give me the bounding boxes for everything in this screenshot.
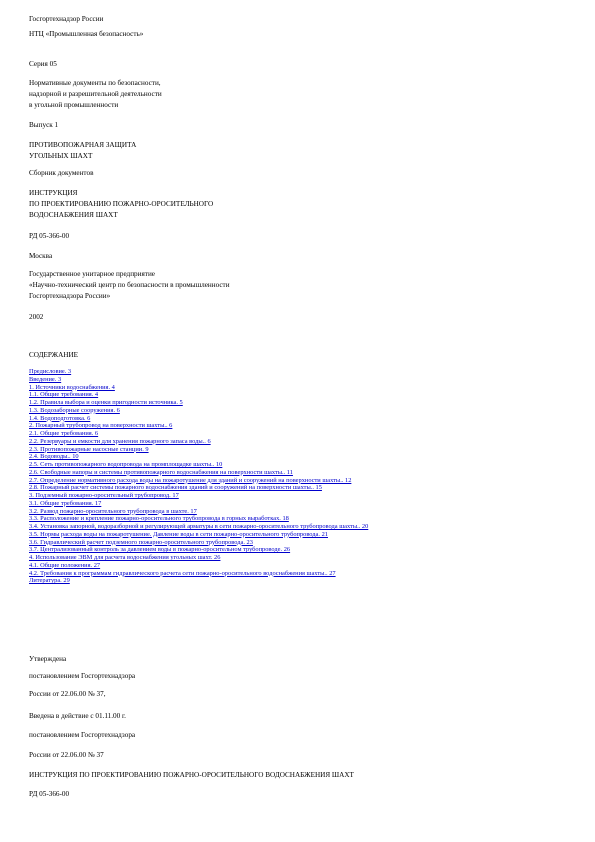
toc-link[interactable]: 2.8. Пожарный расчет системы пожарного водоснабжения зданий и сооружений на поверхности шахты.. 15: [29, 484, 322, 492]
toc-link[interactable]: 4.2. Требования к программам гидравлического расчета сети пожарно-оросительного водоснабжения шахты.. 27: [29, 569, 336, 577]
approved-label: Утверждена: [29, 655, 67, 663]
publication-year: 2002: [29, 313, 44, 321]
toc-link[interactable]: 2. Пожарный трубопровод на поверхности шахты.. 6: [29, 422, 173, 430]
toc-link[interactable]: Литература. 29: [29, 577, 70, 585]
toc-link[interactable]: 3.1. Общие требования. 17: [29, 499, 102, 507]
decree-line-2: постановлением Госгортехнадзора: [29, 731, 136, 739]
doc-code: РД 05-366-00: [29, 232, 70, 240]
toc-link[interactable]: 3.7. Централизованный контроль за давлением воды в пожарно-оросительном трубопроводе. 26: [29, 546, 291, 554]
toc-link[interactable]: 2.4. Водоводы.. 10: [29, 453, 79, 461]
decree-date-1: России от 22.06.00 № 37,: [29, 690, 106, 698]
toc-link[interactable]: 2.7. Определение нормативного расхода воды на пожаротушение для зданий и сооружений на поверхности шахты.. 12: [29, 476, 352, 484]
toc-link[interactable]: 2.5. Сеть противопожарного водопровода на промплощадке шахты.. 10: [29, 461, 223, 468]
org-line-2: НТЦ «Промышленная безопасность»: [29, 30, 144, 38]
toc-link[interactable]: 2.6. Свободные напоры и системы противопожарного водоснабжения на поверхности шахты.. 11: [29, 468, 293, 476]
instruction-title-repeat: ИНСТРУКЦИЯ ПО ПРОЕКТИРОВАНИЮ ПОЖАРНО-ОРОСИТЕЛЬНОГО ВОДОСНАБЖЕНИЯ ШАХТ: [29, 771, 354, 779]
toc-heading: СОДЕРЖАНИЕ: [29, 351, 79, 359]
toc-link[interactable]: 2.1. Общие требования. 6: [29, 430, 99, 437]
toc-link[interactable]: 2.3. Противопожарные насосные станции. 9: [29, 445, 149, 453]
collection-label: Сборник документов: [29, 169, 94, 177]
instruction-title-line-1: ИНСТРУКЦИЯ: [29, 189, 78, 197]
series-title-line-2: надзорной и разрешительной деятельности: [29, 90, 162, 98]
series-title-line-3: в угольной промышленности: [29, 101, 119, 109]
toc-link[interactable]: 3.4. Установка запорной, водоразборной и регулирующей арматуры в сети пожарно-оросительного трубопровода шахты.. 20: [29, 523, 369, 530]
publisher-line-3: Госгортехнадзора России»: [29, 292, 111, 300]
publisher-line-1: Государственное унитарное предприятие: [29, 270, 155, 278]
toc-link[interactable]: 4.1. Общие положения. 27: [29, 561, 101, 569]
doc-code-repeat: РД 05-366-00: [29, 790, 70, 798]
toc-link[interactable]: 1. Источники водоснабжения. 4: [29, 383, 115, 391]
issue-title-line-2: УГОЛЬНЫХ ШАХТ: [29, 152, 93, 160]
org-line-1: Госгортехнадзор России: [29, 15, 104, 23]
toc-link[interactable]: 1.1. Общие требования. 4: [29, 391, 99, 399]
decree-date-2: России от 22.06.00 № 37: [29, 751, 104, 759]
toc-link[interactable]: 3. Подземный пожарно-оросительный трубопровод. 17: [29, 492, 179, 499]
toc-link[interactable]: 1.2. Правила выбора и оценки пригодности источника. 5: [29, 399, 183, 406]
decree-line-1: постановлением Госгортехнадзора: [29, 672, 136, 680]
toc-link[interactable]: 3.2. Развод пожарно-оросительного трубопровода в шахте. 17: [29, 507, 197, 515]
table-of-contents: [29, 368, 368, 585]
toc-link[interactable]: 3.3. Расположение и крепление пожарно-оросительного трубопровода в горных выработках. 18: [29, 515, 289, 523]
series-title-line-1: Нормативные документы по безопасности,: [29, 79, 161, 87]
toc-link[interactable]: Предисловие. 3: [29, 368, 72, 375]
issue-title-line-1: ПРОТИВОПОЖАРНАЯ ЗАЩИТА: [29, 141, 137, 149]
publisher-line-2: «Научно-технический центр по безопасности в промышленности: [29, 281, 230, 289]
toc-link[interactable]: 1.4. Водоподготовка. 6: [29, 414, 91, 422]
toc-link[interactable]: 2.2. Резервуары и емкости для хранения пожарного запаса воды.. 6: [29, 437, 211, 445]
city: Москва: [29, 252, 53, 260]
toc-link[interactable]: 3.5. Нормы расхода воды на пожаротушение. Давление воды в сети пожарно-оросительного трубопровода. 21: [29, 530, 328, 538]
instruction-title-line-3: ВОДОСНАБЖЕНИЯ ШАХТ: [29, 211, 118, 219]
toc-link[interactable]: Введение. 3: [29, 375, 62, 383]
issue-label: Выпуск 1: [29, 121, 59, 129]
series-label: Серия 05: [29, 60, 57, 68]
instruction-title-line-2: ПО ПРОЕКТИРОВАНИЮ ПОЖАРНО-ОРОСИТЕЛЬНОГО: [29, 200, 214, 208]
toc-link[interactable]: 4. Использование ЭВМ для расчета водоснабжения угольных шахт. 26: [29, 554, 221, 561]
toc-link[interactable]: 1.3. Водозаборные сооружения. 6: [29, 406, 120, 414]
effective-date: Введена в действие с 01.11.00 г.: [29, 712, 126, 720]
toc-link[interactable]: 3.6. Гидравлический расчет подземного пожарно-оросительного трубопровода. 23: [29, 538, 253, 546]
